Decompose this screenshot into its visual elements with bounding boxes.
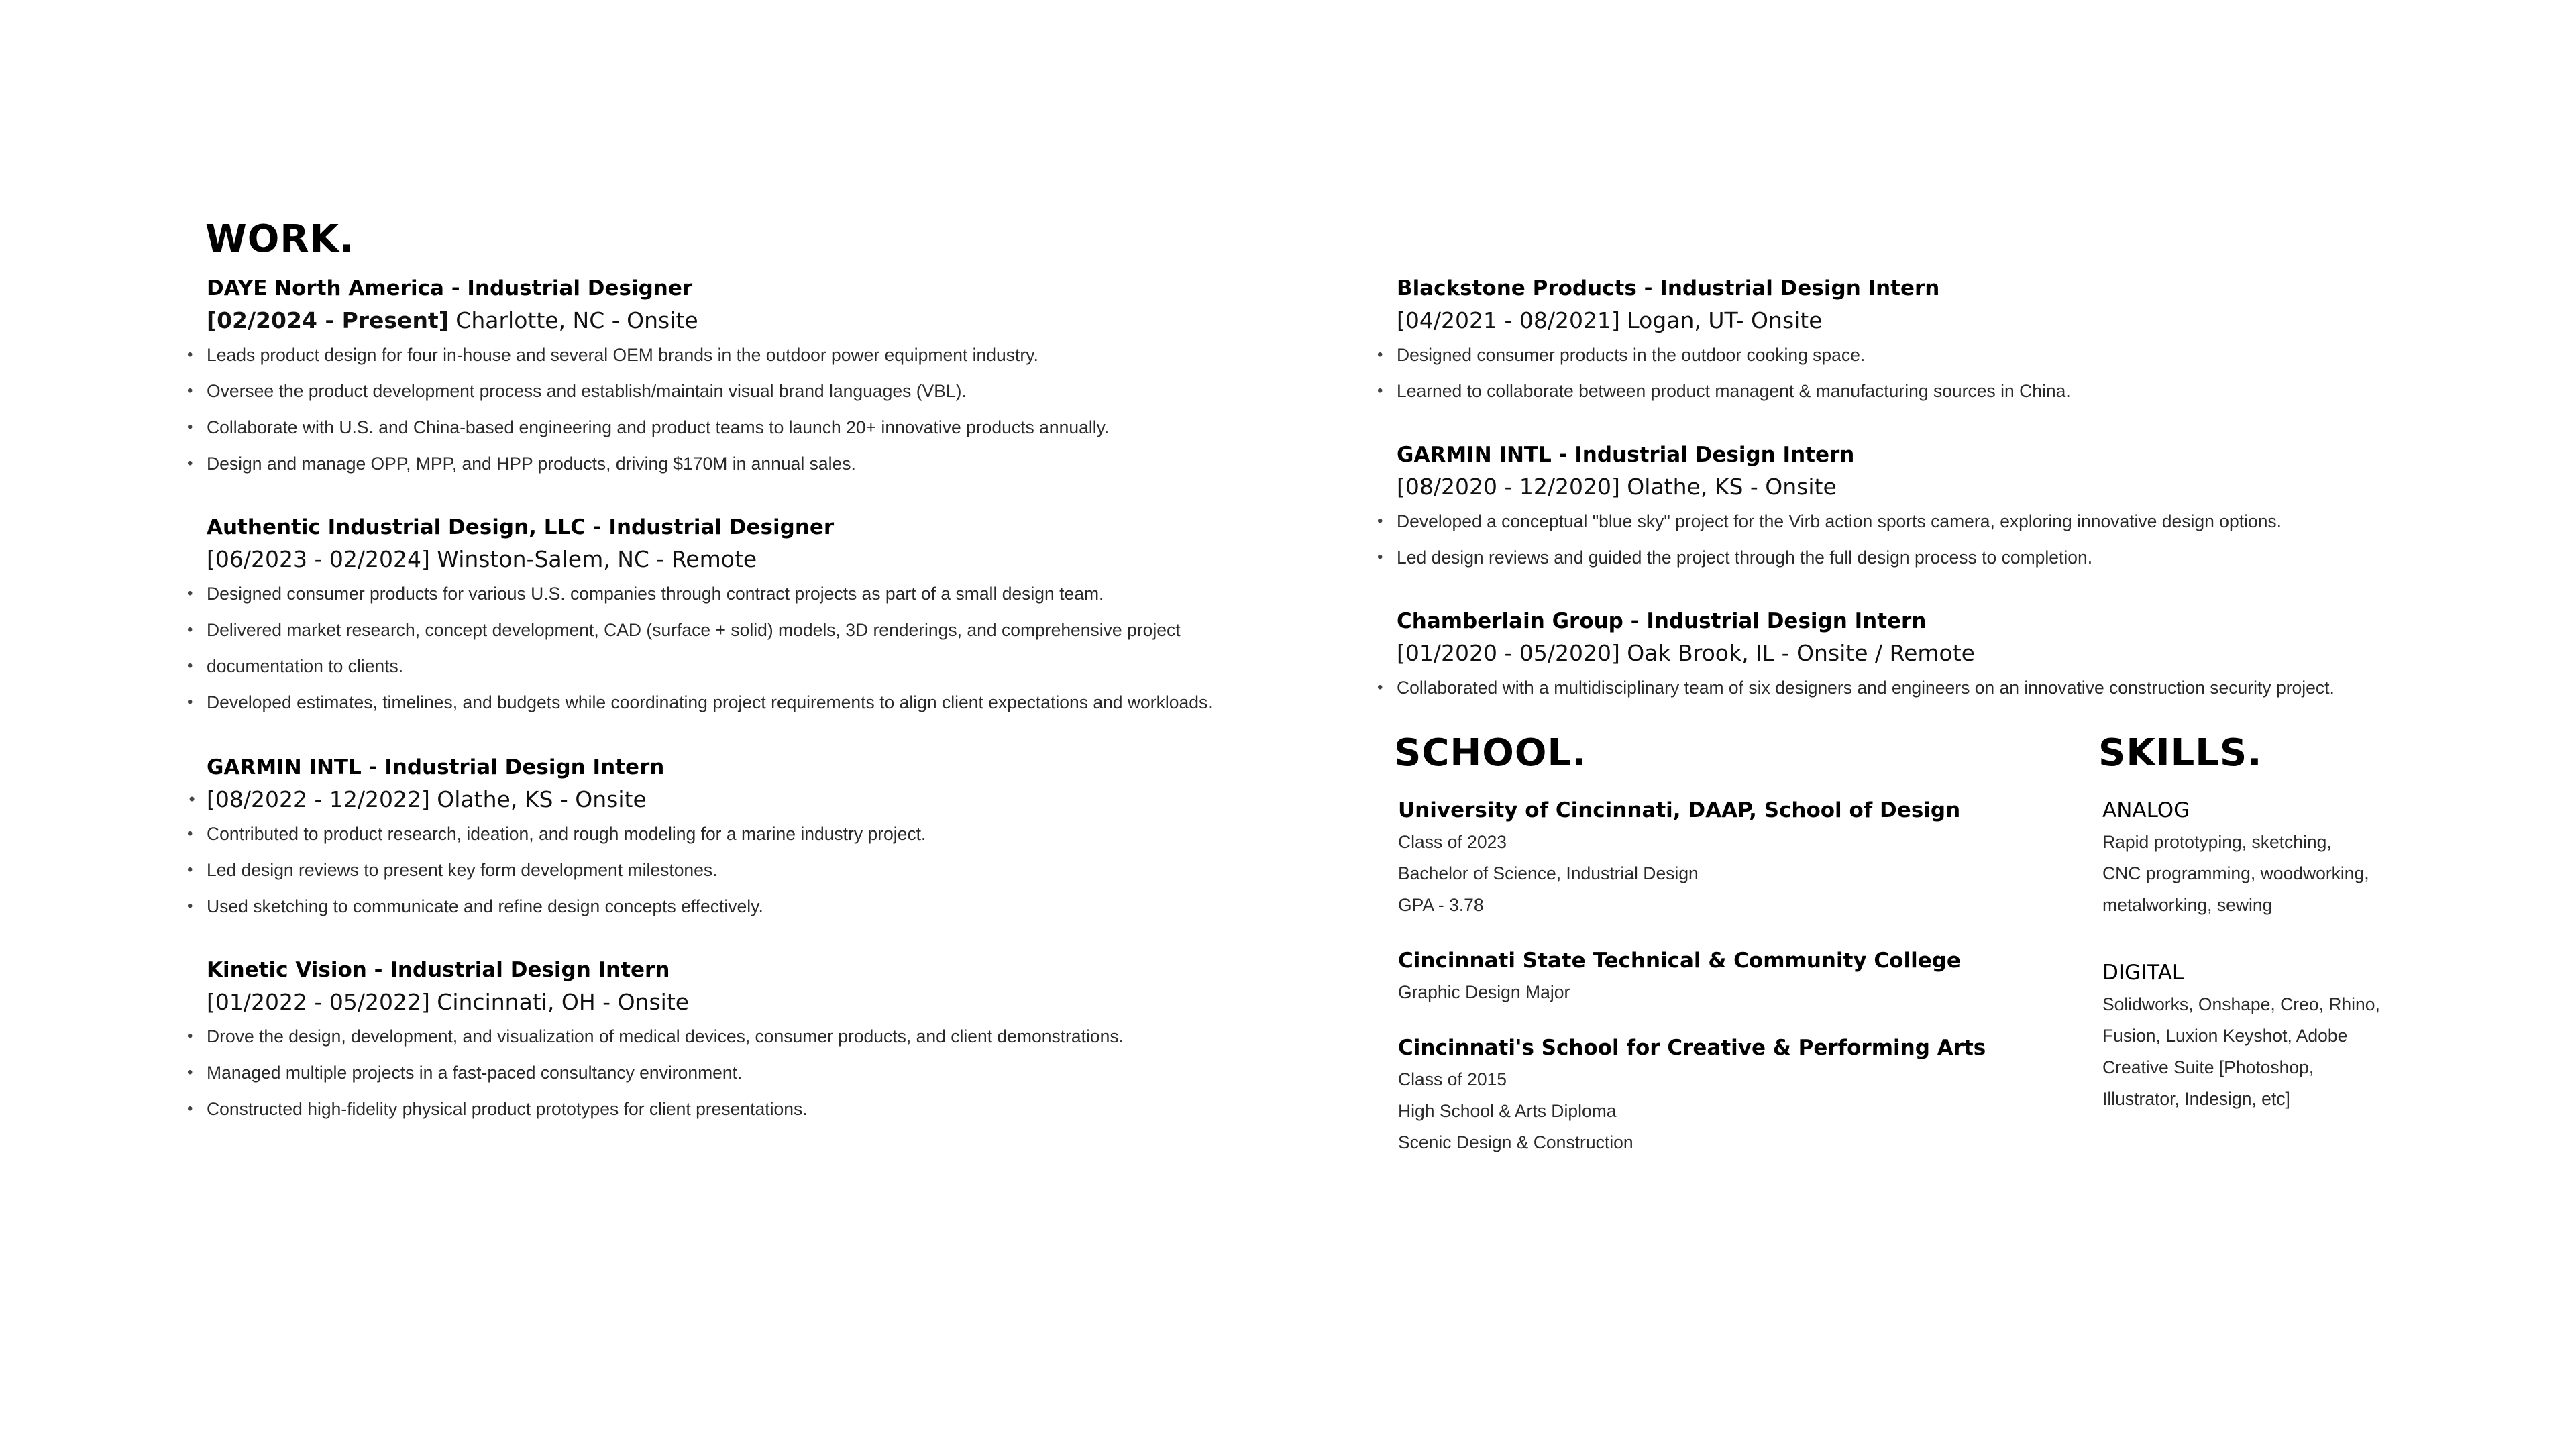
bullet-item: • Collaborated with a multidisciplinary team of six designers and engineers on an innovative construction security project. <box>1397 669 2334 706</box>
job-title: DAYE North America - Industrial Designer <box>207 276 693 301</box>
bullet-item: • Oversee the product development process and establish/maintain visual brand languages (VBL). <box>207 373 1109 409</box>
school-heading: SCHOOL. <box>1394 731 1587 775</box>
skill-line: Fusion, Luxion Keyshot, Adobe <box>2102 1026 2348 1046</box>
job-title: Kinetic Vision - Industrial Design Intern <box>207 958 670 982</box>
bullet-item: • Led design reviews and guided the project through the full design process to completion. <box>1397 539 2282 576</box>
school-detail: GPA - 3.78 <box>1398 895 1484 915</box>
bullet-item: • Delivered market research, concept development, CAD (surface + solid) models, 3D renderings, and comprehensive project <box>207 612 1213 648</box>
work-heading: WORK. <box>205 217 355 261</box>
school-detail: High School & Arts Diploma <box>1398 1101 1617 1121</box>
job-bullets <box>207 576 1213 720</box>
skill-category: DIGITAL <box>2102 961 2184 985</box>
school-entry-scpa <box>1398 1032 1986 1159</box>
job-bullets <box>207 1018 1124 1127</box>
bullet-item: • Managed multiple projects in a fast-paced consultancy environment. <box>207 1055 1124 1091</box>
job-meta: [06/2023 - 02/2024] Winston-Salem, NC - Remote <box>207 546 757 572</box>
skill-line: CNC programming, woodworking, <box>2102 863 2369 883</box>
school-detail: Class of 2023 <box>1398 832 1507 852</box>
school-name: University of Cincinnati, DAAP, School of Design <box>1398 798 1961 822</box>
bullet-item: • Led design reviews to present key form development milestones. <box>207 852 926 888</box>
bullet-item: • documentation to clients. <box>207 648 1213 684</box>
skill-line: Rapid prototyping, sketching, <box>2102 832 2332 852</box>
skill-line: Creative Suite [Photoshop, <box>2102 1057 2314 1077</box>
job-blackstone <box>1397 272 2071 409</box>
job-daye <box>207 272 1109 482</box>
job-title: Authentic Industrial Design, LLC - Industrial Designer <box>207 515 835 539</box>
bullet-item: • Contributed to product research, ideation, and rough modeling for a marine industry project. <box>207 816 926 852</box>
job-bullets <box>207 816 926 924</box>
bullet-item: • Designed consumer products for various U.S. companies through contract projects as part of a small design team. <box>207 576 1213 612</box>
school-name: Cincinnati State Technical & Community College <box>1398 949 1961 973</box>
school-detail: Class of 2015 <box>1398 1069 1507 1089</box>
job-meta: • [08/2022 - 12/2022] Olathe, KS - Onsite <box>207 784 926 816</box>
job-title: Blackstone Products - Industrial Design Intern <box>1397 276 1940 301</box>
school-name: Cincinnati's School for Creative & Performing Arts <box>1398 1036 1986 1060</box>
skill-category: ANALOG <box>2102 798 2190 822</box>
job-garmin-2020 <box>1397 439 2282 576</box>
skills-digital <box>2102 957 2380 1115</box>
school-entry-uc <box>1398 794 1960 921</box>
job-authentic <box>207 511 1213 720</box>
bullet-item: • Leads product design for four in-house and several OEM brands in the outdoor power equipment industry. <box>207 337 1109 373</box>
bullet-item: • Designed consumer products in the outdoor cooking space. <box>1397 337 2071 373</box>
job-kinetic-vision <box>207 954 1124 1127</box>
bullet-item: • Design and manage OPP, MPP, and HPP products, driving $170M in annual sales. <box>207 445 1109 482</box>
job-meta: [01/2020 - 05/2020] Oak Brook, IL - Onsite / Remote <box>1397 640 1975 666</box>
job-dates: [02/2024 - Present] <box>207 307 449 333</box>
job-location: Charlotte, NC - Onsite <box>448 307 698 333</box>
skill-line: Illustrator, Indesign, etc] <box>2102 1089 2290 1109</box>
job-bullets <box>1397 337 2071 409</box>
bullet-item: • Used sketching to communicate and refine design concepts effectively. <box>207 888 926 924</box>
bullet-item: • Developed estimates, timelines, and budgets while coordinating project requirements to align client expectations and workloads. <box>207 684 1213 720</box>
bullet-item: • Collaborate with U.S. and China-based engineering and product teams to launch 20+ innovative products annually. <box>207 409 1109 445</box>
bullet-item: • Developed a conceptual "blue sky" project for the Virb action sports camera, exploring innovative design options. <box>1397 503 2282 539</box>
job-title: GARMIN INTL - Industrial Design Intern <box>207 755 665 780</box>
job-meta: [04/2021 - 08/2021] Logan, UT- Onsite <box>1397 307 1823 333</box>
school-detail: Scenic Design & Construction <box>1398 1132 1633 1152</box>
job-garmin-2022 <box>207 751 926 924</box>
school-detail: Bachelor of Science, Industrial Design <box>1398 863 1699 883</box>
job-meta <box>207 305 1109 337</box>
school-entry-cincinnati-state <box>1398 945 1961 1008</box>
skills-heading: SKILLS. <box>2098 731 2263 775</box>
job-title: Chamberlain Group - Industrial Design Intern <box>1397 609 1927 633</box>
skills-analog <box>2102 794 2369 921</box>
bullet-item: • Drove the design, development, and visualization of medical devices, consumer products, and client demonstrations. <box>207 1018 1124 1055</box>
job-bullets <box>207 337 1109 482</box>
bullet-item: • Constructed high-fidelity physical product prototypes for client presentations. <box>207 1091 1124 1127</box>
job-bullets <box>1397 503 2282 576</box>
job-meta: [01/2022 - 05/2022] Cincinnati, OH - Onsite <box>207 989 690 1015</box>
job-chamberlain <box>1397 605 2334 706</box>
school-detail: Graphic Design Major <box>1398 982 1570 1002</box>
bullet-item: • Learned to collaborate between product managent & manufacturing sources in China. <box>1397 373 2071 409</box>
job-bullets <box>1397 669 2334 706</box>
skill-line: Solidworks, Onshape, Creo, Rhino, <box>2102 994 2380 1014</box>
skill-line: metalworking, sewing <box>2102 895 2273 915</box>
job-meta: [08/2020 - 12/2020] Olathe, KS - Onsite <box>1397 474 1837 500</box>
job-title: GARMIN INTL - Industrial Design Intern <box>1397 443 1855 467</box>
